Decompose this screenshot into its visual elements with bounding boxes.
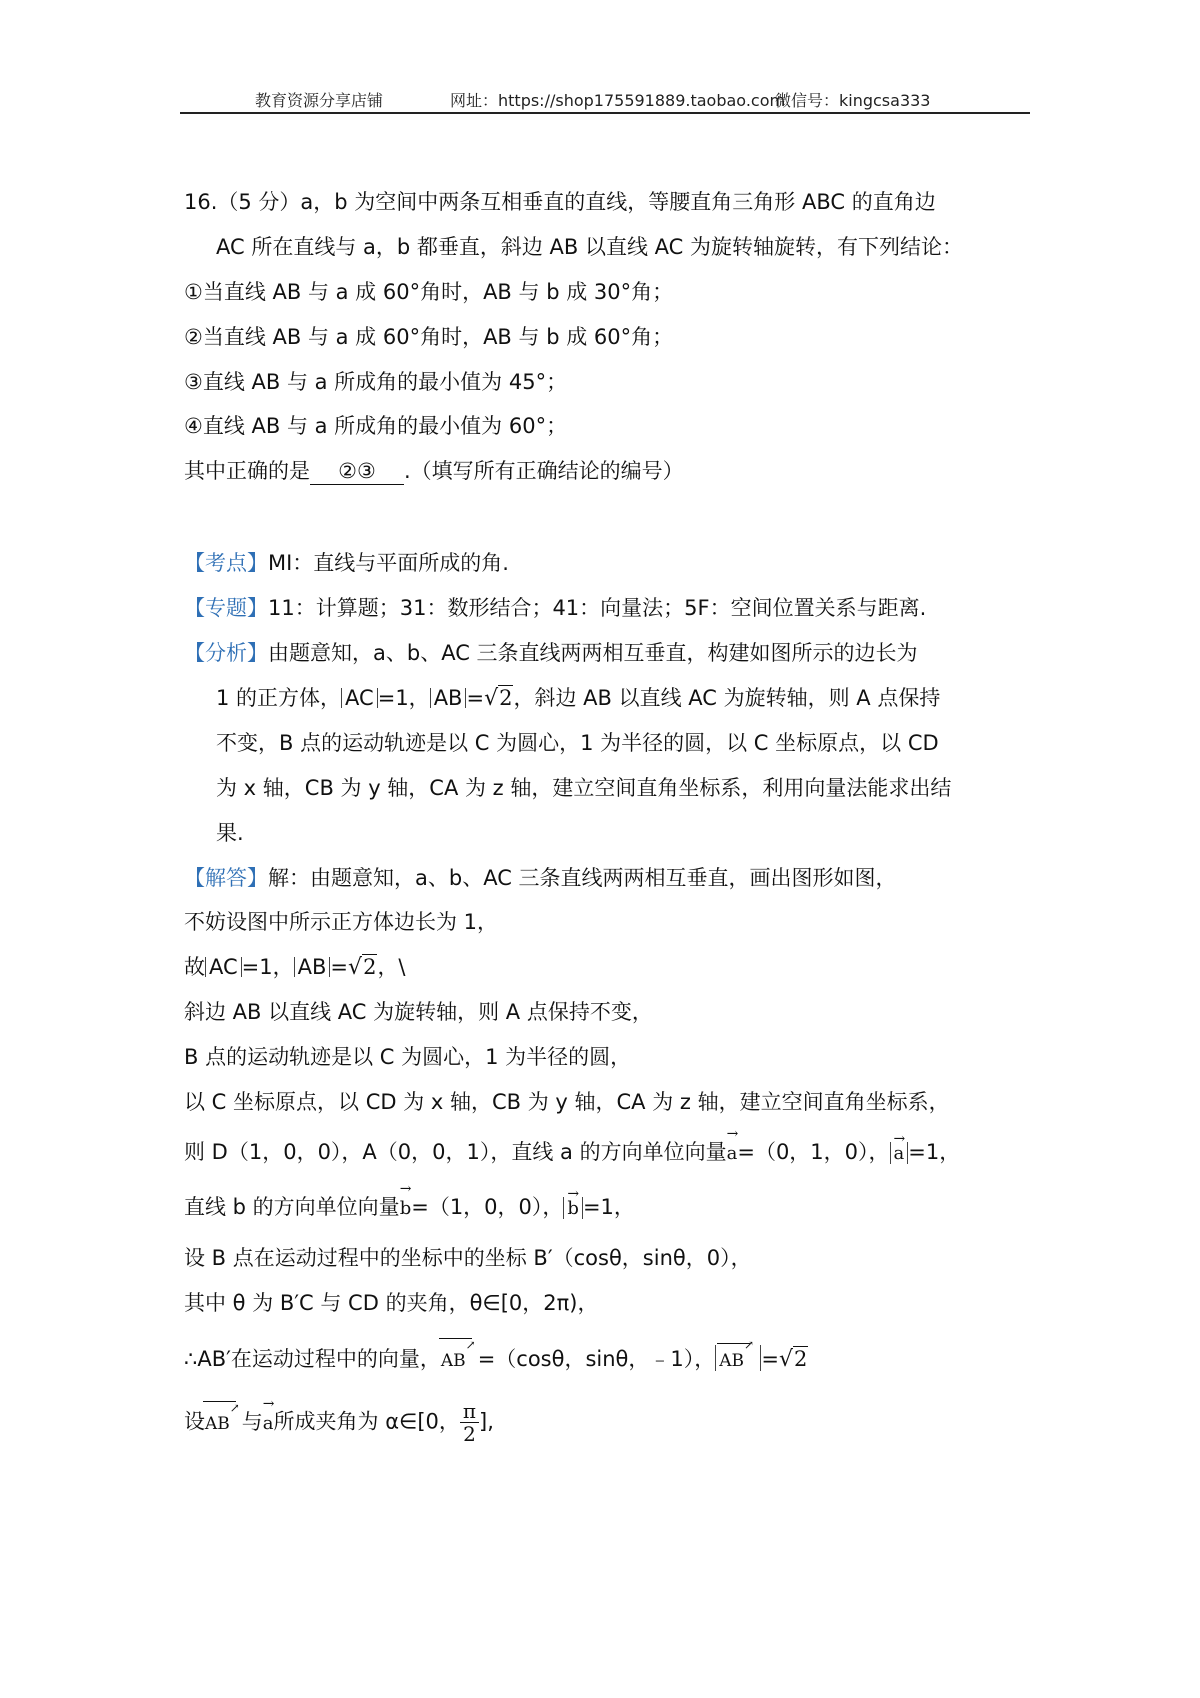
jieda-line-4: 斜边 AB 以直线 AC 为旋转轴，则 A 点保持不变， [184, 1000, 653, 1024]
vector-arrow-icon: → [726, 1126, 739, 1142]
zhuanti-text: 11：计算题；31：数形结合；41：向量法；5F：空间位置关系与距离. [268, 596, 927, 620]
fenxi-line-2 [216, 683, 940, 714]
zhuanti-line [184, 593, 926, 623]
fenxi-line-5: 果. [216, 821, 244, 845]
vector-arrow-icon: ↗ [229, 1400, 240, 1415]
vector-a-label: a [726, 1143, 738, 1164]
fraction-denominator: 2 [463, 1422, 476, 1446]
page-header [180, 86, 1030, 114]
jieda-text-11c: = [761, 1347, 780, 1371]
vector-arrow-icon: → [567, 1186, 580, 1202]
header-shop: 教育资源分享店铺 [255, 91, 384, 110]
option-1: ①当直线 AB 与 a 成 60°角时，AB 与 b 成 30°角； [184, 280, 674, 304]
jieda-text-3b: ，\ [377, 955, 406, 979]
jieda-text-7c: =1， [908, 1140, 961, 1164]
fenxi-line-4: 为 x 轴，CB 为 y 轴，CA 为 z 轴，建立空间直角坐标系，利用向量法能求出结 [216, 776, 952, 800]
vector-ab-label: AB [205, 1413, 230, 1434]
sqrt-two: √2 [348, 955, 377, 980]
abs-ac: AC [205, 957, 242, 977]
jieda-text-7a: 则 D（1，0，0），A（0，0，1），直线 a 的方向单位向量 [184, 1140, 727, 1164]
jieda-line-3 [184, 952, 406, 983]
answer-prompt: 其中正确的是 [184, 459, 310, 483]
jieda-line-12 [184, 1395, 494, 1446]
vector-ab-label: AB [719, 1351, 745, 1371]
vector-ab-prime [440, 1338, 476, 1376]
vector-arrow-icon: ↗ [465, 1338, 476, 1352]
jieda-text-11a: ∴AB′在运动过程中的向量， [184, 1347, 441, 1371]
jieda-text-3a: 故 [184, 955, 205, 979]
kaodian-tag: 【考点】 [184, 551, 268, 575]
jieda-text-12c: 所成夹角为 α∈[0， [273, 1409, 460, 1434]
abs-vector-ab [715, 1338, 761, 1371]
jieda-line-11 [184, 1340, 808, 1376]
fenxi-line-1 [184, 638, 918, 668]
abs-ac: AC [341, 688, 378, 708]
jieda-text-11b: =（cosθ，sinθ，﹣1）， [477, 1347, 716, 1371]
vector-ab-prime [205, 1400, 240, 1439]
fenxi-text-2a: 1 的正方体， [216, 686, 342, 710]
vector-arrow-icon: → [399, 1181, 412, 1197]
sqrt-two: √2 [484, 686, 513, 711]
jieda-line-2: 不妨设图中所示正方体边长为 1， [184, 910, 499, 934]
option-2: ②当直线 AB 与 a 成 60°角时，AB 与 b 成 60°角； [184, 325, 674, 349]
sqrt-two: √2 [779, 1347, 808, 1372]
fenxi-tag: 【分析】 [184, 641, 268, 665]
jieda-text-12b: 与 [241, 1409, 263, 1434]
abs-ab: AB [430, 688, 467, 708]
jieda-line-10: 其中 θ 为 B′C 与 CD 的夹角，θ∈[0，2π)， [184, 1291, 599, 1315]
fraction-numerator: π [460, 1400, 479, 1423]
vector-arrow-icon: ↗ [743, 1338, 755, 1352]
vector-ab-label: AB [440, 1351, 466, 1371]
fenxi-line-3: 不变，B 点的运动轨迹是以 C 为圆心，1 为半径的圆，以 C 坐标原点，以 CD [216, 731, 939, 755]
abs-vector-b [563, 1186, 583, 1219]
answer-prompt-tail: .（填写所有正确结论的编号） [404, 459, 684, 483]
vector-b [399, 1181, 412, 1224]
option-4: ④直线 AB 与 a 所成角的最小值为 60°； [184, 414, 568, 438]
vector-ab-prime [719, 1338, 755, 1371]
abs-vector-a [890, 1131, 909, 1164]
jieda-tag: 【解答】 [184, 866, 268, 890]
jieda-eq2: = [330, 955, 349, 979]
fenxi-eq1: =1， [377, 686, 430, 710]
fenxi-text-2b: ，斜边 AB 以直线 AC 为旋转轴，则 A 点保持 [513, 686, 941, 710]
fenxi-eq2: = [466, 686, 485, 710]
jieda-text-7b: =（0，1，0）， [737, 1140, 890, 1164]
kaodian-line [184, 548, 509, 578]
jieda-line-7 [184, 1126, 961, 1169]
jieda-eq1: =1， [241, 955, 294, 979]
zhuanti-tag: 【专题】 [184, 596, 268, 620]
jieda-text-12a: 设 [184, 1409, 205, 1434]
jieda-line-1 [184, 863, 897, 893]
question-line-1: 16.（5 分）a，b 为空间中两条互相垂直的直线，等腰直角三角形 ABC 的直角边 [184, 190, 936, 214]
jieda-text-12d: ], [479, 1409, 494, 1434]
vector-arrow-icon: → [262, 1395, 275, 1412]
fraction-pi-over-two [460, 1400, 479, 1445]
vector-a [893, 1131, 906, 1164]
jieda-text-8b: =（1，0，0）， [411, 1195, 564, 1219]
vector-arrow-icon: → [893, 1131, 906, 1147]
vector-a [726, 1126, 739, 1169]
fenxi-text-1: 由题意知，a、b、AC 三条直线两两相互垂直，构建如图所示的边长为 [268, 641, 918, 665]
vector-a-label: a [262, 1412, 274, 1434]
answer-blank: ②③ [310, 458, 404, 485]
header-url: 网址：https://shop175591889.taobao.com [450, 91, 786, 110]
vector-a-label: a [893, 1143, 905, 1164]
option-3: ③直线 AB 与 a 所成角的最小值为 45°； [184, 370, 568, 394]
jieda-line-5: B 点的运动轨迹是以 C 为圆心，1 为半径的圆， [184, 1045, 632, 1069]
answer-line [184, 456, 684, 486]
jieda-line-9: 设 B 点在运动过程中的坐标中的坐标 B′（cosθ，sinθ，0）， [184, 1246, 752, 1270]
jieda-text-8c: =1， [582, 1195, 635, 1219]
sqrt-radicand: 2 [363, 955, 377, 979]
sqrt-radicand: 2 [794, 1347, 808, 1371]
header-wechat: 微信号：kingcsa333 [775, 91, 931, 110]
kaodian-text: MI：直线与平面所成的角. [268, 551, 509, 575]
jieda-text-8a: 直线 b 的方向单位向量 [184, 1195, 400, 1219]
sqrt-radicand: 2 [499, 686, 513, 710]
vector-b-label: b [399, 1198, 412, 1219]
jieda-line-6: 以 C 坐标原点，以 CD 为 x 轴，CB 为 y 轴，CA 为 z 轴，建立空间直角坐标系， [184, 1090, 950, 1114]
vector-a [262, 1395, 275, 1439]
question-line-2: AC 所在直线与 a，b 都垂直，斜边 AB 以直线 AC 为旋转轴旋转，有下列结论： [216, 235, 964, 259]
jieda-text-1: 解：由题意知，a、b、AC 三条直线两两相互垂直，画出图形如图， [268, 866, 897, 890]
vector-b [567, 1186, 580, 1219]
jieda-line-8 [184, 1181, 635, 1224]
abs-ab: AB [294, 957, 331, 977]
vector-b-label: b [567, 1198, 579, 1219]
